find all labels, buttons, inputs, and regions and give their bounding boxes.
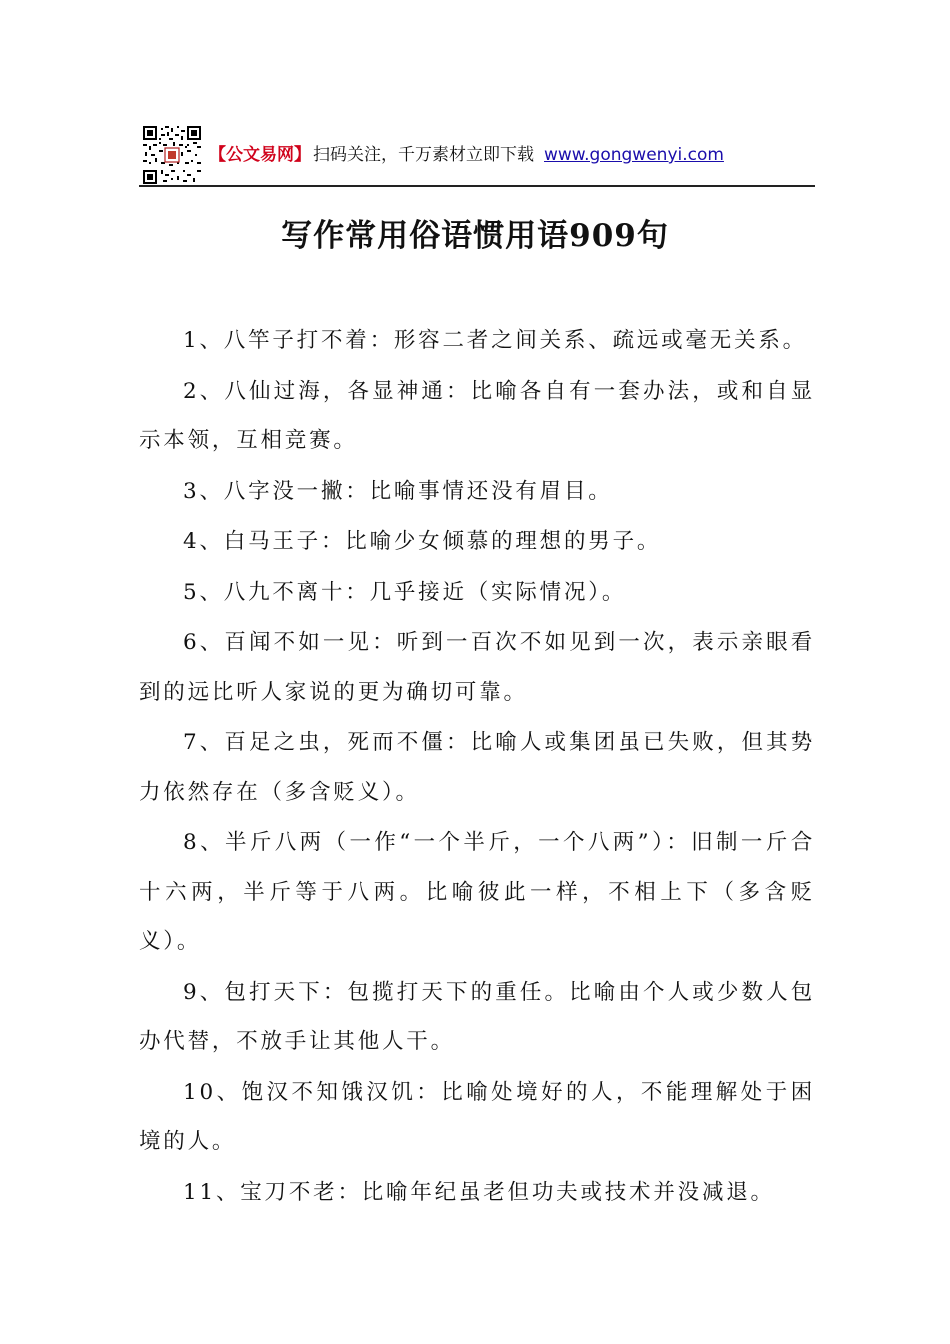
paragraph-3: 3、八字没一撇：比喻事情还没有眉目。 <box>183 478 613 504</box>
document-body <box>139 316 815 1218</box>
paragraph-1: 1、八竿子打不着：形容二者之间关系、疏远或毫无关系。 <box>183 328 807 353</box>
site-link[interactable]: www.gongwenyi.com <box>544 145 724 165</box>
paragraph-7: 7、百足之虫，死而不僵：比喻人或集团虽已失败，但其势力依然存在（多含贬义）。 <box>139 730 815 805</box>
document-title: 写作常用俗语惯用语909句 <box>281 218 669 254</box>
paragraph-4: 4、白马王子：比喻少女倾慕的理想的男子。 <box>183 529 662 554</box>
header-banner <box>209 143 724 167</box>
qr-code-icon[interactable] <box>143 126 201 184</box>
paragraph-2: 2、八仙过海，各显神通：比喻各自有一套办法，或和自显示本领，互相竞赛。 <box>139 378 815 453</box>
paragraph-5: 5、八九不离十：几乎接近（实际情况）。 <box>183 579 627 605</box>
brand-label: 【公文易网】 <box>209 145 311 165</box>
header-divider <box>139 185 815 187</box>
page-header <box>139 126 815 184</box>
paragraph-11: 11、宝刀不老：比喻年纪虽老但功夫或技术并没减退。 <box>183 1179 775 1205</box>
paragraph-6: 6、百闻不如一见：听到一百次不如见到一次，表示亲眼看到的远比听人家说的更为确切可靠。 <box>139 630 815 705</box>
paragraph-8: 8、半斤八两（一作“一个半斤，一个八两”）：旧制一斤合十六两，半斤等于八两。比喻彼此一样，不相上下（多含贬义）。 <box>139 830 815 954</box>
paragraph-9: 9、包打天下：包揽打天下的重任。比喻由个人或少数人包办代替，不放手让其他人干。 <box>139 979 815 1054</box>
paragraph-10: 10、饱汉不知饿汉饥：比喻处境好的人，不能理解处于困境的人。 <box>139 1079 815 1154</box>
slogan-text: 扫码关注，千万素材立即下载 <box>313 145 534 165</box>
